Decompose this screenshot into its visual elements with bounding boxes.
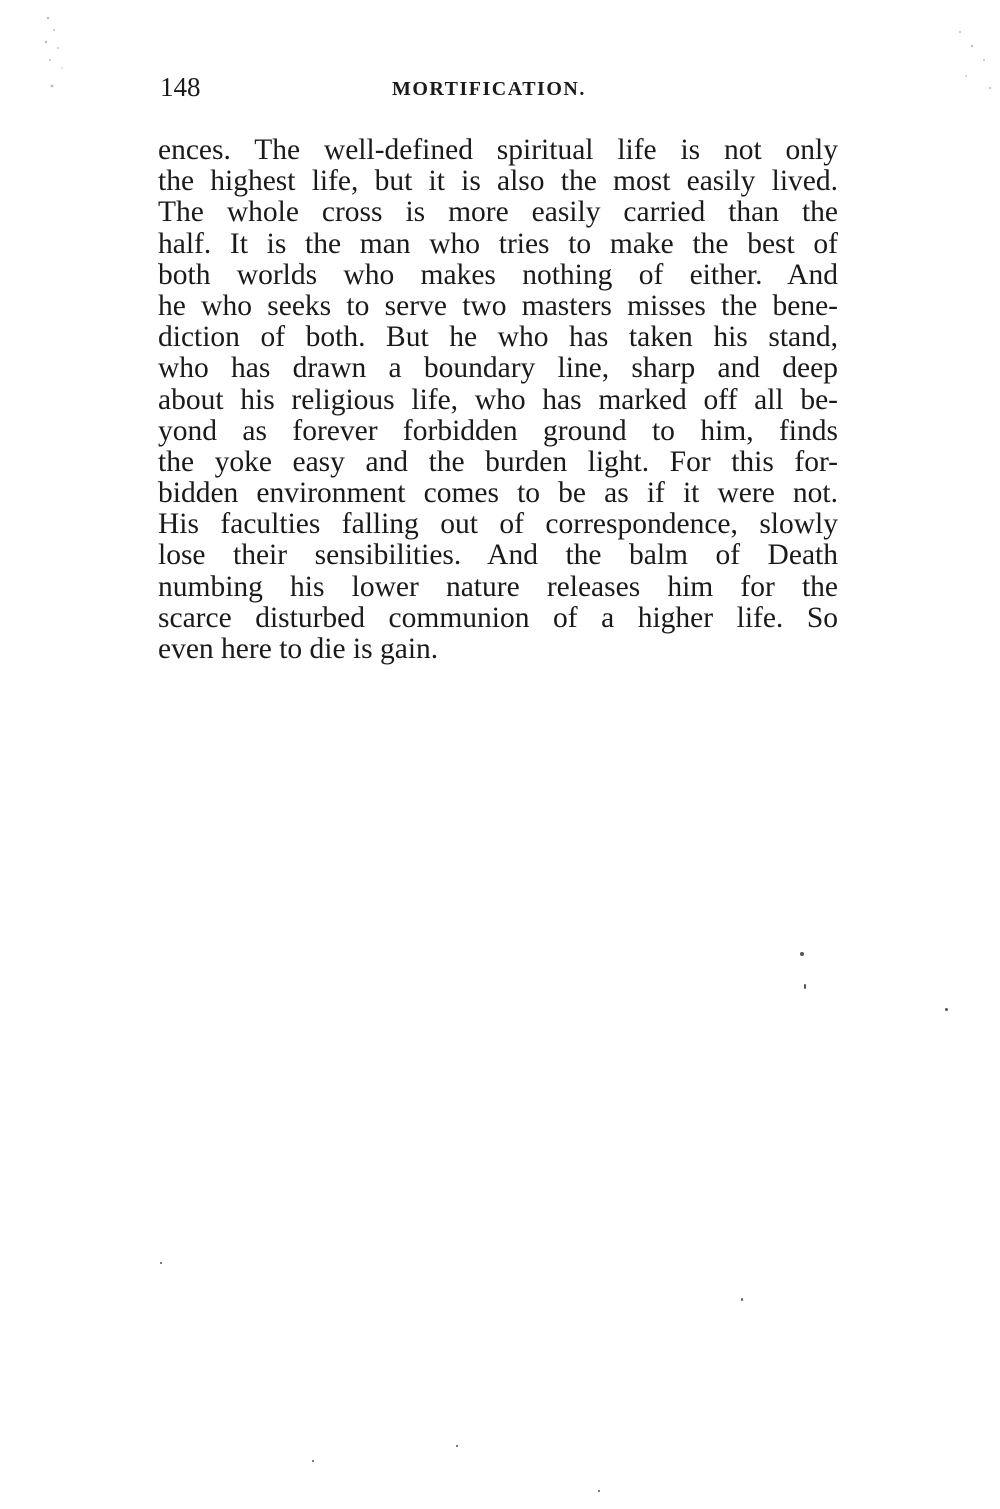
speck xyxy=(456,1445,458,1447)
text-line: about his religious life, who has marked off all be- xyxy=(158,383,838,416)
scan-noise-top-right xyxy=(950,20,998,110)
page-number: 148 xyxy=(160,72,201,102)
text-line: both worlds who makes nothing of either. And xyxy=(158,258,838,291)
scan-noise-top-left xyxy=(40,8,90,98)
text-line: His faculties falling out of correspondence, slowly xyxy=(158,508,838,541)
speck xyxy=(312,1460,314,1462)
speck xyxy=(160,1262,162,1264)
text-line: scarce disturbed communion of a higher life. So xyxy=(158,601,838,634)
text-line: lose their sensibilities. And the balm of Death xyxy=(158,539,838,572)
text-line: bidden environment comes to be as if it were not. xyxy=(158,477,838,510)
text-line: ences. The well-defined spiritual life is not only xyxy=(158,134,838,166)
speck xyxy=(804,984,806,989)
speck xyxy=(800,952,804,956)
text-line: the highest life, but it is also the most easily lived. xyxy=(158,165,838,198)
body-paragraph xyxy=(158,135,838,665)
text-line: who has drawn a boundary line, sharp and deep xyxy=(158,352,838,385)
running-title: MORTIFICATION. xyxy=(392,78,586,100)
text-line: diction of both. But he who has taken his stand, xyxy=(158,321,838,354)
speck xyxy=(945,1008,948,1011)
text-line: the yoke easy and the burden light. For this for- xyxy=(158,445,838,478)
text-line: The whole cross is more easily carried than the xyxy=(158,196,838,229)
text-line: he who seeks to serve two masters misses the bene- xyxy=(158,289,838,322)
text-line: half. It is the man who tries to make the best of xyxy=(158,227,838,260)
speck xyxy=(598,1490,600,1492)
text-line: numbing his lower nature releases him for the xyxy=(158,570,838,603)
text-line: even here to die is gain. xyxy=(158,633,439,665)
speck xyxy=(741,1298,743,1301)
text-line: yond as forever forbidden ground to him, finds xyxy=(158,414,838,447)
